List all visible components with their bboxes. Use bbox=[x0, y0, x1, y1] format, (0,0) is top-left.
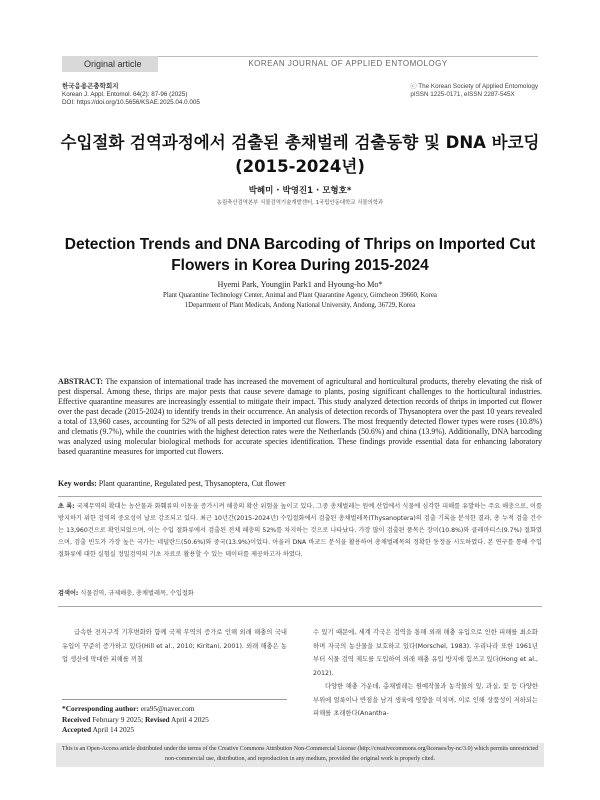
corresponding-author bbox=[62, 704, 287, 715]
page-header bbox=[0, 0, 600, 84]
affiliation-english bbox=[60, 291, 540, 310]
divider bbox=[58, 496, 542, 497]
keywords-text: Plant quarantine, Regulated pest, Thysanoptera, Cut flower bbox=[98, 479, 286, 488]
title-english: Detection Trends and DNA Barcoding of Thrips on Imported Cut Flowers in Korea During 2015-2024 bbox=[64, 236, 536, 274]
accepted-date: April 14 2025 bbox=[92, 725, 135, 734]
revised-label: Revised bbox=[144, 714, 170, 724]
abstract-kr-label: 초 록: bbox=[58, 503, 75, 510]
keywords-label: Key words: bbox=[58, 479, 97, 488]
copyright: ⓒ The Korean Society of Applied Entomology bbox=[410, 83, 538, 90]
body-paragraph: 수 있기 때문에, 세계 각국은 검역을 통해 외래 해충 유입으로 인한 피해를 최소화하며 자국의 농산물을 보호하고 있다(Morschel, 1983). 우리나라 또한 1961년부터 식물 검역 제도를 도입하여 외래 해충 유입 방지에 힘쓰고 있다(Hong et al., 2012). bbox=[313, 629, 538, 677]
accepted-label: Accepted bbox=[62, 725, 92, 734]
keywords-english bbox=[58, 479, 542, 489]
issn: pISSN 1225-0171, eISSN 2287-545X bbox=[410, 91, 515, 98]
citation-block bbox=[62, 83, 200, 107]
body-column-right bbox=[313, 626, 538, 721]
doi-link[interactable]: DOI: https://doi.org/10.5656/KSAE.2025.04.0.005 bbox=[62, 99, 200, 106]
received-label: Received bbox=[62, 714, 91, 724]
accepted-line bbox=[62, 725, 287, 736]
received-date: February 9 2025; bbox=[92, 714, 144, 724]
citation: Korean J. Appl. Entomol. 64(2): 87-96 (2025) bbox=[62, 91, 188, 98]
corresponding-email[interactable]: era95@naver.com bbox=[140, 704, 195, 713]
copyright-block bbox=[410, 83, 538, 99]
journal-name-bar bbox=[158, 56, 538, 72]
corresponding-label: *Corresponding author: bbox=[62, 704, 139, 713]
license-notice: This is an Open-Access article distributed under the terms of the Creative Commons Attribution Non-Commercial License (http://creativecommons.org/licenses/by-nc/3.0) which permits unrestricted non-commercial use, distribution, and reproduction in any medium, provided the original work is properly cited. bbox=[56, 743, 544, 767]
correspondence-block bbox=[62, 699, 287, 736]
body-column-left bbox=[62, 626, 287, 667]
affiliation-line: 1Department of Plant Medicals, Andong National University, Andong, 36729, Korea bbox=[184, 301, 416, 309]
article-type-label: Original article bbox=[84, 59, 142, 69]
keywords-korean bbox=[58, 588, 542, 597]
abstract-korean bbox=[58, 501, 542, 561]
abstract-english bbox=[58, 377, 542, 457]
body-paragraph: 급속한 전지구적 기후변화와 함께 국제 무역의 증가로 인해 외래 해충의 국내 유입이 꾸준히 증가하고 있다(Hill et al., 2010; Kiritani, 2001). 외래 해충은 농업 생산에 막대한 피해를 끼칠 bbox=[62, 629, 287, 663]
abstract-text: The expansion of international trade has increased the movement of agricultural and horticultural products, thereby elevating the risk of pest dispersal. Among these, thrips are major pests that cause severe damage to plants, posing significant challenges to the horticultural industries. Effective quarantine measures are increasingly essential to mitigate their impact. This study analyzed detection records of thrips in imported cut flower over the past decade (2015-2024) to identify trends in their occurrence. An analysis of detection records of Thysanoptera over the past 10 years revealed a total of 13,960 cases, accounting for 52% of all pests detected in imported cut flowers. The most frequently detected flower types were roses (10.8%) and clematis (9.7%), while the countries with the highest detection rates were the Netherlands (50.6%) and china (13.9%). Additionally, DNA barcoding was analyzed using molecular biological methods for accurate species identification. These findings provide essential data for enhancing laboratory based quarantine measures for imported cut flowers. bbox=[58, 377, 542, 456]
journal-name: KOREAN JOURNAL OF APPLIED ENTOMOLOGY bbox=[248, 59, 448, 68]
keywords-kr-text: 식물검역, 규제해충, 총채벌레목, 수입절화 bbox=[80, 590, 194, 597]
journal-name-kr: 한국응용곤충학회지 bbox=[62, 83, 119, 90]
abstract-label: ABSTRACT: bbox=[58, 377, 104, 386]
article-type-tag bbox=[62, 56, 158, 72]
keywords-kr-label: 검색어: bbox=[58, 590, 79, 597]
authors-english: Hyemi Park, Youngjin Park1 and Hyoung-ho Mo* bbox=[217, 280, 383, 289]
abstract-kr-text: 국제무역의 확대는 농산물과 화훼류의 이동을 증가시켜 해충의 확산 위험을 높이고 있다. 그중 총채벌레는 원예 산업에서 식물에 심각한 피해를 유발하는 주요 해충으로, 이를 방지하기 위한 검역의 중요성이 날로 강조되고 있다. 최근 10년간(2015-2024년) 수입절화에서 검출된 총채벌레목(Thysanoptera)의 검출 기록을 분석한 결과, 총 누적 검출 건수는 13,960건으로 확인되었으며, 이는 수입 절화류에서 검출된 전체 해충의 52%를 차지하는 것으로 나타났다. 가장 많이 검출된 품목은 장미(10.8%)와 클레마티스(9.7%) 절화였으며, 검출 빈도가 가장 높은 국가는 네덜란드(50.6%)와 중국(13.9%)이었다. 아울러 DNA 바코드 분석을 활용하여 총채벌레목의 정확한 동정을 시도하였다. 본 연구를 통해 수입 절화류에 대한 실험실 정밀검역의 기초 자료로 활용할 수 있는 데이터를 제공하고자 하였다. bbox=[58, 503, 542, 558]
affiliation-korean: 농림축산검역본부 식물검역기술개발센터, 1국립안동대학교 식물의학과 bbox=[216, 200, 384, 206]
revised-date: April 4 2025 bbox=[171, 714, 209, 724]
authors-korean: 박혜미 · 박영진1 · 모형호* bbox=[248, 186, 352, 196]
divider bbox=[58, 606, 542, 607]
dates-line bbox=[62, 715, 287, 726]
title-korean: 수입절화 검역과정에서 검출된 총채벌레 검출동향 및 DNA 바코딩 (2015-2024년) bbox=[60, 133, 540, 176]
body-paragraph: 다양한 해충 가운데, 총채벌레는 원예작물과 농작물의 잎, 과실, 꽃 등 다양한 부위에 얼룩이나 반점을 남겨 생육에 영향을 미치며, 이로 인해 상품성이 저하되는 피해를 초래한다(Anantha- bbox=[313, 683, 538, 717]
affiliation-line: Plant Quarantine Technology Center, Animal and Plant Quarantine Agency, Gimcheon 39660, Korea bbox=[163, 292, 437, 299]
